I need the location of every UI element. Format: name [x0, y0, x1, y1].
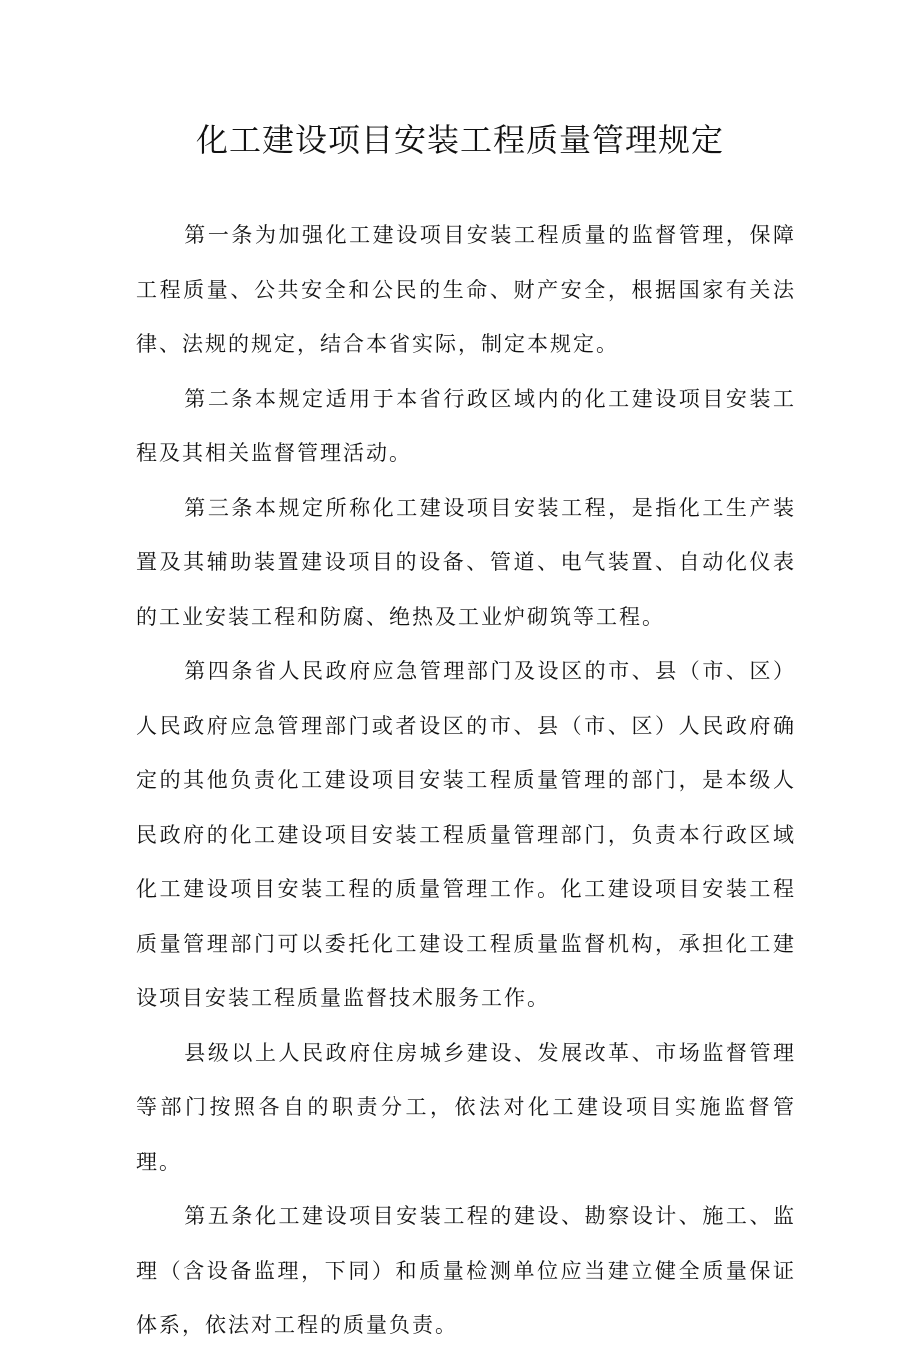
document-title: 化工建设项目安装工程质量管理规定	[195, 121, 724, 159]
document-body	[136, 208, 796, 1353]
article-3-paragraph: 第三条本规定所称化工建设项目安装工程，是指化工生产装置及其辅助装置建设项目的设备、管道、电气装置、自动化仪表的工业安装工程和防腐、绝热及工业炉砌筑等工程。	[136, 495, 796, 629]
article-4-supplement-paragraph: 县级以上人民政府住房城乡建设、发展改革、市场监督管理等部门按照各自的职责分工，依法对化工建设项目实施监督管理。	[136, 1040, 796, 1174]
article-2-paragraph: 第二条本规定适用于本省行政区域内的化工建设项目安装工程及其相关监督管理活动。	[136, 386, 796, 465]
article-1-paragraph: 第一条为加强化工建设项目安装工程质量的监督管理，保障工程质量、公共安全和公民的生命、财产安全，根据国家有关法律、法规的规定，结合本省实际，制定本规定。	[136, 223, 796, 356]
article-5-paragraph: 第五条化工建设项目安装工程的建设、勘察设计、施工、监理（含设备监理，下同）和质量检测单位应当建立健全质量保证体系，依法对工程的质量负责。	[136, 1204, 796, 1337]
article-4-paragraph: 第四条省人民政府应急管理部门及设区的市、县（市、区）人民政府应急管理部门或者设区的市、县（市、区）人民政府确定的其他负责化工建设项目安装工程质量管理的部门，是本级人民政府的化工建设项目安装工程质量管理部门，负责本行政区域化工建设项目安装工程的质量管理工作。化工建设项目安装工程质量管理部门可以委托化工建设工程质量监督机构，承担化工建设项目安装工程质量监督技术服务工作。	[136, 659, 796, 1010]
